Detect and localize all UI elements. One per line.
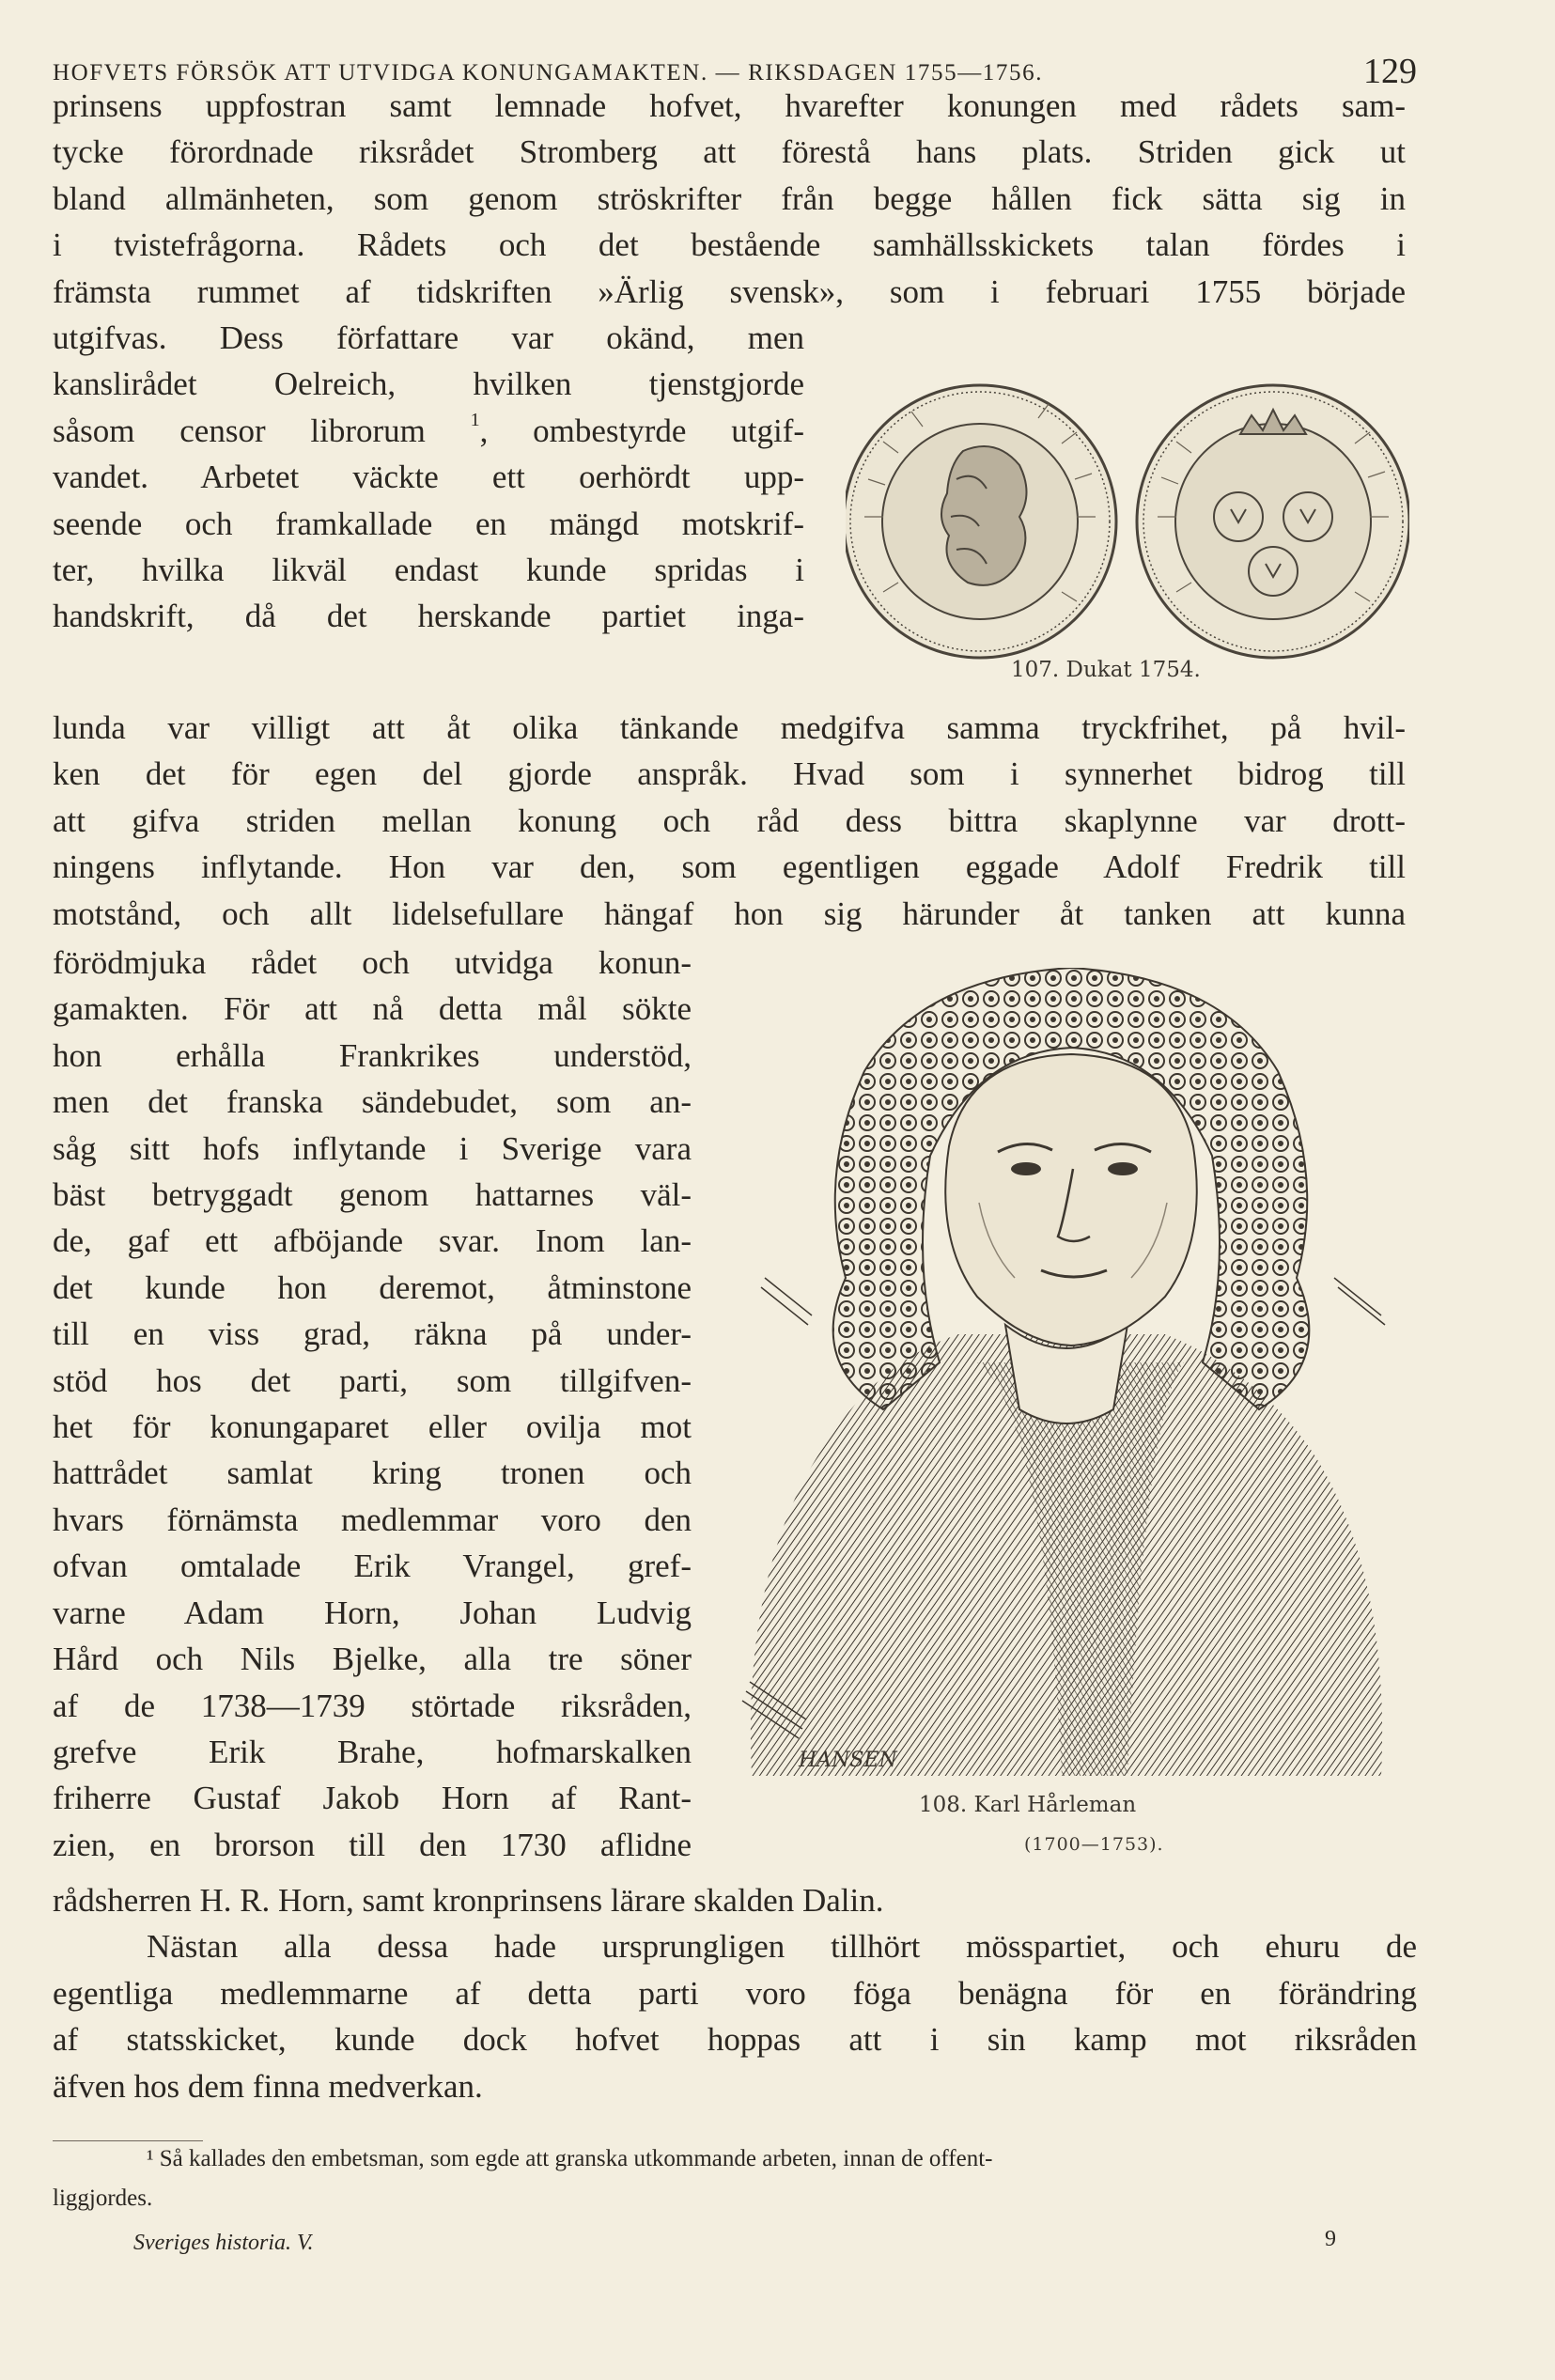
engraver-signature: HANSEN xyxy=(799,1749,897,1772)
paragraph-2-full-width xyxy=(53,705,1406,937)
text-line: i tvistefrågorna. Rådets och det bestående samhällsskickets talan fördes i xyxy=(53,226,1406,264)
paragraph-1-left-column xyxy=(53,315,804,640)
text-line: de, gaf ett afböjande svar. Inom lan- xyxy=(53,1222,692,1260)
text-line: rådsherren H. R. Horn, samt kronprinsens lärare skalden Dalin. xyxy=(53,1882,884,1919)
text-line: men det franska sändebudet, som an- xyxy=(53,1083,692,1121)
text-line: äfven hos dem finna medverkan. xyxy=(53,2067,483,2105)
text-line: såg sitt hofs inflytande i Sverige vara xyxy=(53,1129,692,1167)
text-line: het för konungaparet eller ovilja mot xyxy=(53,1408,692,1446)
text-line: gamakten. För att nå detta mål sökte xyxy=(53,990,692,1028)
footnote-reference: 1 xyxy=(470,410,480,431)
text-line: hvars förnämsta medlemmar voro den xyxy=(53,1501,692,1538)
text-line: främsta rummet af tidskriften »Ärlig svensk», som i februari 1755 började xyxy=(53,272,1406,310)
text-line: vandet. Arbetet väckte ett oerhördt upp- xyxy=(53,459,804,496)
text-line: utgifvas. Dess författare var okänd, men xyxy=(53,319,804,356)
paragraph-3-full-width xyxy=(53,1877,1417,2109)
text-line: till en viss grad, räkna på under- xyxy=(53,1315,692,1353)
portrait-caption-dates: (1700—1753). xyxy=(1024,1834,1164,1855)
text-line: det kunde hon deremot, åtminstone xyxy=(53,1268,692,1306)
coin-caption: 107. Dukat 1754. xyxy=(1011,658,1201,682)
text-line: ken det för egen del gjorde anspråk. Hvad som i synnerhet bidrog till xyxy=(53,755,1406,793)
text-line-with-footnote xyxy=(53,408,804,454)
portrait-caption: 108. Karl Hårleman xyxy=(919,1793,1137,1817)
text-line: stöd hos det parti, som tillgifven- xyxy=(53,1361,692,1399)
paragraph-2-left-column xyxy=(53,940,692,1868)
coin-reverse xyxy=(1137,385,1409,658)
text-line: prinsens uppfostran samt lemnade hofvet, hvarefter konungen med rådets sam- xyxy=(53,87,1406,124)
text-line: Hård och Nils Bjelke, alla tre söner xyxy=(53,1641,692,1678)
text-line: zien, en brorson till den 1730 aflidne xyxy=(53,1826,692,1863)
text-line: friherre Gustaf Jakob Horn af Rant- xyxy=(53,1780,692,1817)
footnote-line: ¹ Så kallades den embetsman, som egde att granska utkommande arbeten, innan de offent- xyxy=(147,2146,993,2171)
footnote xyxy=(53,2139,1417,2218)
text-line: Nästan alla dessa hade ursprungligen tillhört mösspartiet, och ehuru de xyxy=(147,1928,1417,1966)
text-line: hattrådet samlat kring tronen och xyxy=(53,1454,692,1492)
paragraph-1-full-width xyxy=(53,83,1406,315)
text-fragment: , ombestyrde utgif- xyxy=(479,412,805,449)
text-line: bland allmänheten, som genom ströskrifter från begge hållen fick sätta sig in xyxy=(53,179,1406,217)
text-line: tycke förordnade riksrådet Stromberg att förestå hans plats. Striden gick ut xyxy=(53,133,1406,171)
coin-obverse xyxy=(846,385,1116,658)
text-line: af statsskicket, kunde dock hofvet hoppas att i sin kamp mot riksråden xyxy=(53,2021,1417,2059)
text-line: hon erhålla Frankrikes understöd, xyxy=(53,1036,692,1074)
page-number: 129 xyxy=(1363,52,1417,91)
text-line: motstånd, och allt lidelsefullare hängaf hon sig härunder åt tanken att kunna xyxy=(53,894,1406,932)
text-line: bäst betryggadt genom hattarnes väl- xyxy=(53,1176,692,1214)
text-line: förödmjuka rådet och utvidga konun- xyxy=(53,944,692,981)
text-line: kanslirådet Oelreich, hvilken tjenstgjorde xyxy=(53,366,804,403)
text-line: ningens inflytande. Hon var den, som egentligen eggade Adolf Fredrik till xyxy=(53,848,1406,886)
portrait-face xyxy=(945,1054,1197,1346)
footnote-line: liggjordes. xyxy=(53,2186,153,2211)
text-line: lunda var villigt att åt olika tänkande medgifva samma tryckfrihet, på hvil- xyxy=(53,709,1406,746)
text-line: egentliga medlemmarne af detta parti voro föga benägna för en förändring xyxy=(53,1974,1417,2012)
text-line: af de 1738—1739 störtade riksråden, xyxy=(53,1687,692,1724)
footer-signature-mark: 9 xyxy=(1325,2227,1336,2251)
karl-harleman-portrait-engraving xyxy=(733,968,1409,1785)
ducat-coin-illustration xyxy=(846,376,1409,667)
text-line: varne Adam Horn, Johan Ludvig xyxy=(53,1594,692,1631)
text-line: ofvan omtalade Erik Vrangel, gref- xyxy=(53,1548,692,1585)
text-line: grefve Erik Brahe, hofmarskalken xyxy=(53,1733,692,1770)
running-title: HOFVETS FÖRSÖK ATT UTVIDGA KONUNGAMAKTEN. — RIKSDAGEN 1755—1756. xyxy=(53,60,1044,86)
text-line: seende och framkallade en mängd motskrif- xyxy=(53,505,804,542)
coin-figure xyxy=(846,376,1409,667)
text-line: ter, hvilka likväl endast kunde spridas i xyxy=(53,552,804,589)
footer-book-title: Sveriges historia. V. xyxy=(133,2231,314,2255)
text-fragment: såsom censor librorum xyxy=(53,412,426,449)
portrait-figure xyxy=(733,968,1409,1785)
text-line: handskrift, då det herskande partiet inga- xyxy=(53,598,804,635)
text-line: att gifva striden mellan konung och råd dess bittra skaplynne var drott- xyxy=(53,801,1406,839)
